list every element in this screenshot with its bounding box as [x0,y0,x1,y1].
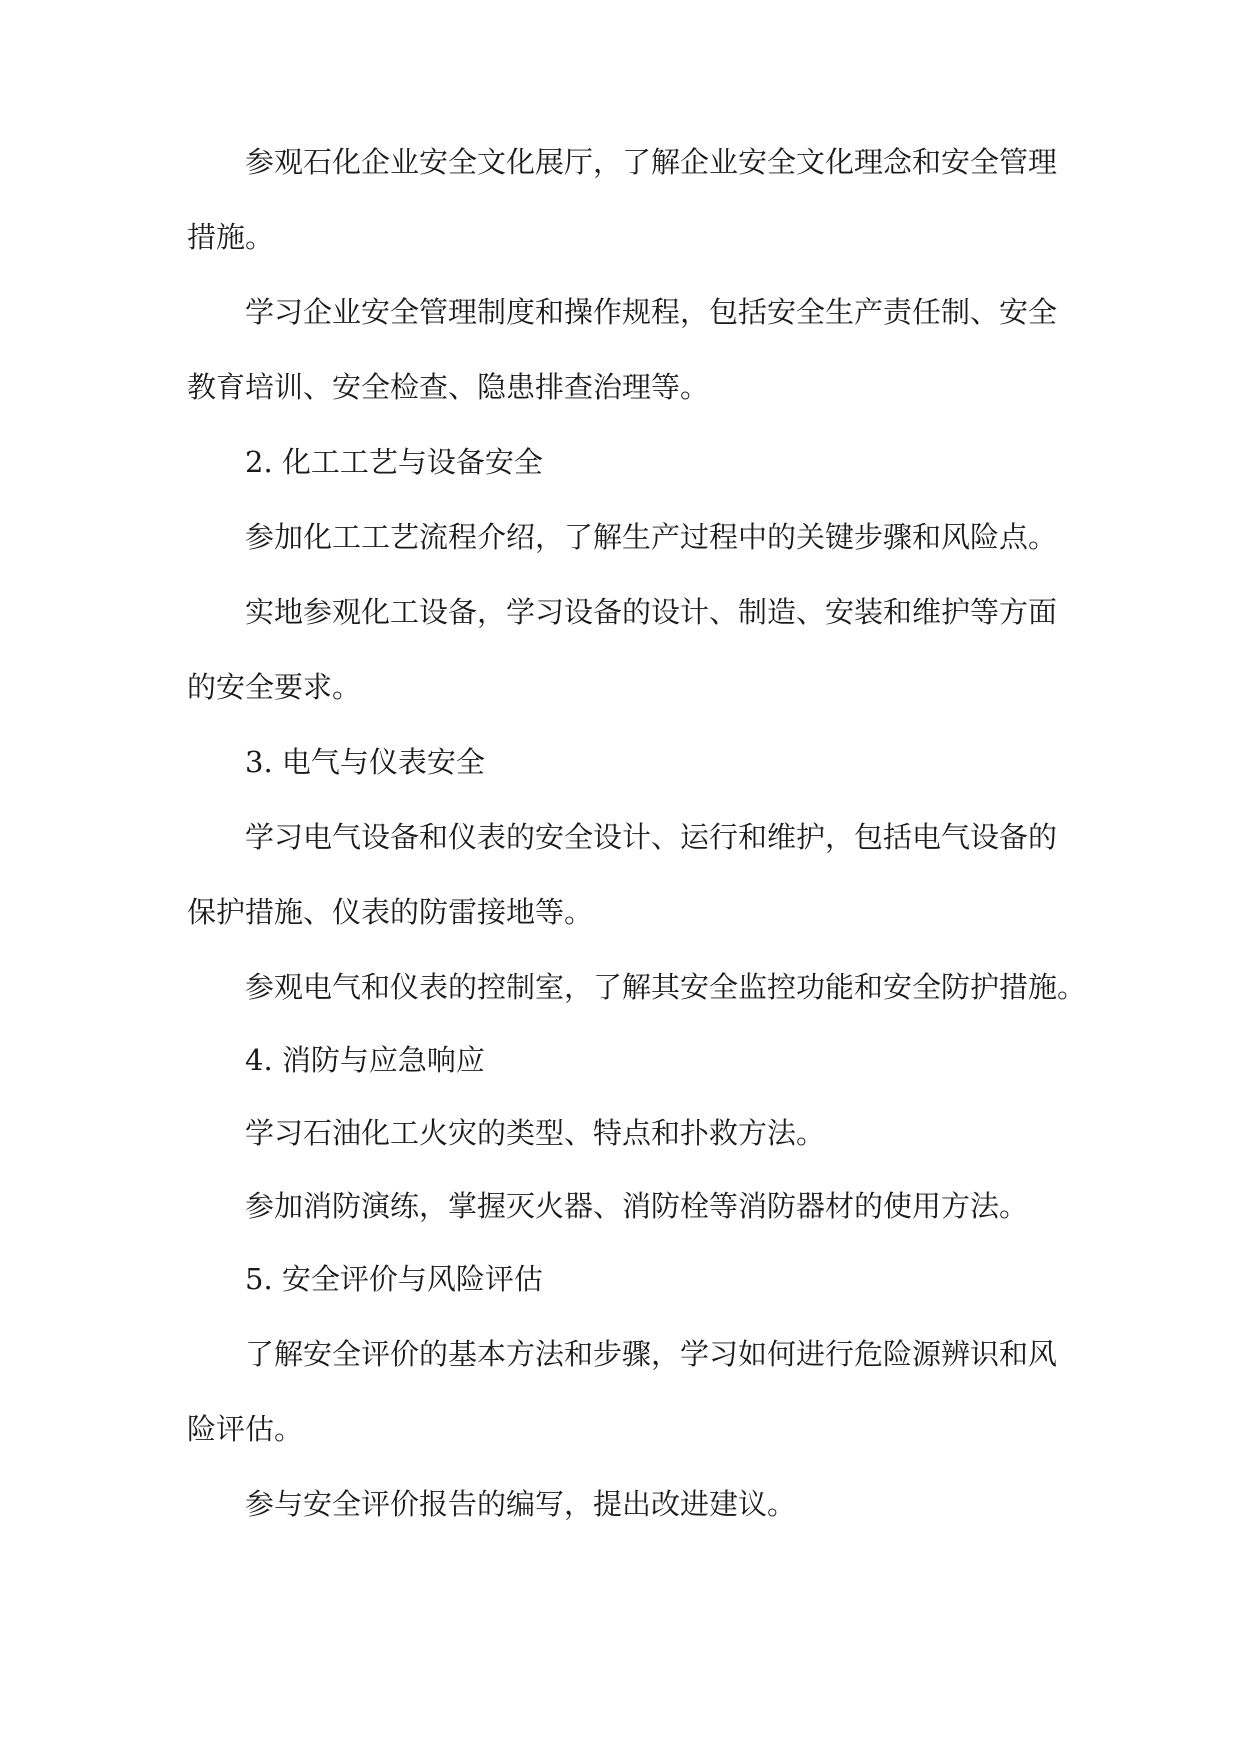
paragraph-line: 保护措施、仪表的防雷接地等。 [187,895,594,929]
section-heading: 4. 消防与应急响应 [245,1043,485,1077]
paragraph-line: 学习石油化工火灾的类型、特点和扑救方法。 [245,1116,826,1150]
paragraph-line: 教育培训、安全检查、隐患排查治理等。 [187,370,710,404]
section-heading: 3. 电气与仪表安全 [245,745,485,779]
paragraph-line: 险评估。 [187,1412,304,1446]
paragraph-line: 参加化工工艺流程介绍，了解生产过程中的关键步骤和风险点。 [245,520,1058,554]
paragraph-line: 措施。 [187,220,275,254]
paragraph-line: 学习企业安全管理制度和操作规程，包括安全生产责任制、安全 [245,295,1058,329]
section-heading: 5. 安全评价与风险评估 [245,1262,543,1296]
document-body [187,145,1087,1521]
paragraph-line: 的安全要求。 [187,670,362,704]
paragraph-line: 参观电气和仪表的控制室，了解其安全监控功能和安全防护措施。 [245,970,1087,1004]
paragraph-line: 参与安全评价报告的编写，提出改进建议。 [245,1487,797,1521]
paragraph-line: 参加消防演练，掌握灭火器、消防栓等消防器材的使用方法。 [245,1189,1029,1223]
paragraph-line: 参观石化企业安全文化展厅，了解企业安全文化理念和安全管理 [245,145,1058,179]
paragraph-line: 了解安全评价的基本方法和步骤，学习如何进行危险源辨识和风 [245,1337,1058,1371]
section-heading: 2. 化工工艺与设备安全 [245,445,543,479]
paragraph-line: 实地参观化工设备，学习设备的设计、制造、安装和维护等方面 [245,595,1058,629]
paragraph-line: 学习电气设备和仪表的安全设计、运行和维护，包括电气设备的 [245,820,1058,854]
